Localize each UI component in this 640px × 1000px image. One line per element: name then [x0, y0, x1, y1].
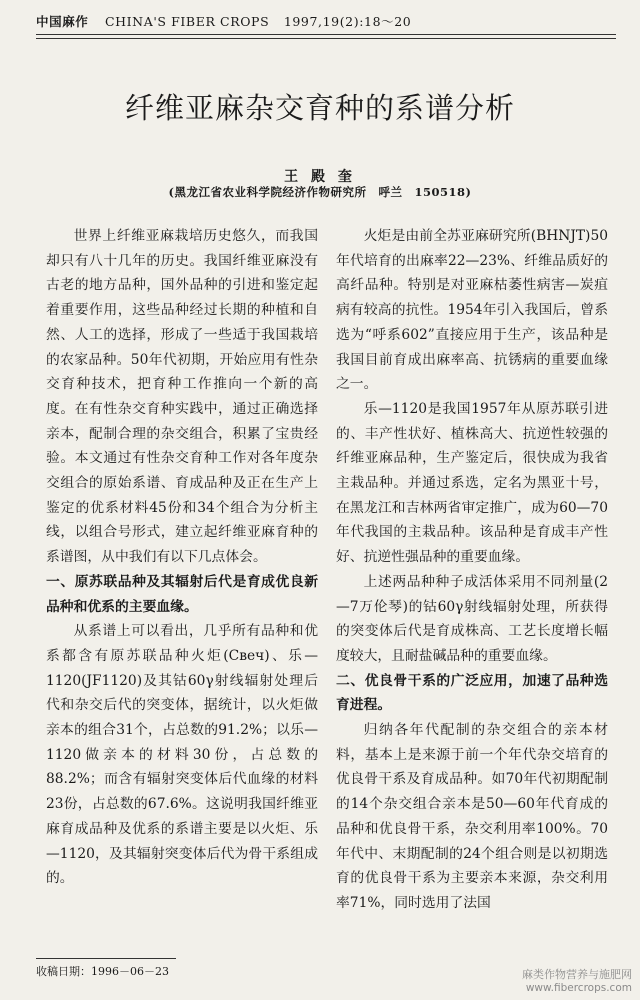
right-column — [336, 224, 608, 916]
left-column — [46, 224, 318, 891]
header-rule — [36, 34, 616, 35]
author-name: 王 殿 奎 — [284, 169, 356, 185]
watermark-site-url: www.fibercrops.com — [525, 982, 632, 994]
received-date: 收稿日期：1996－06－23 — [36, 965, 169, 978]
watermark-site-name: 麻类作物营养与施肥网 — [522, 968, 632, 981]
article-title: 纤维亚麻杂交育种的系谱分析 — [124, 91, 515, 125]
section-heading: 二、优良骨干系的广泛应用，加速了品种选育进程。 — [336, 672, 608, 714]
journal-name-en: CHINA'S FIBER CROPS — [104, 14, 270, 29]
paragraph: 世界上纤维亚麻栽培历史悠久，而我国却只有八十几年的历史。我国纤维亚麻没有古老的地方品种，国外品种的引进和鉴定起着重要作用，这些品种经过长期的种植和自然、人工的选择，形成了一些适于我国栽培的农家品种。50年代初期，开始应用有性杂交育种技术，把育种工作推向一个新的高度。在有性杂交育种实践中，通过正确选择亲本，配制合理的杂交组合，积累了宝贵经验。本文通过有性杂交育种工作对各年度杂交组合的原始系谱、育成品种及正在生产上鉴定的优系材料45份和34个组合为分析主线，以组合号形式，建立起纤维亚麻育种的系谱图，从中我们有以下几点体会。 — [46, 228, 318, 566]
journal-citation: 1997,19(2):18～20 — [283, 14, 412, 29]
paragraph: 上述两品种种子成活体采用不同剂量(2—7万伦琴)的钴60γ射线辐射处理，所获得的突变体后代是育成株高、工艺长度增长幅度较大，且耐盐碱品种的重要血缘。 — [336, 573, 608, 664]
paragraph: 乐—1120是我国1957年从原苏联引进的、丰产性状好、植株高大、抗逆性较强的纤维亚麻品种，生产鉴定后，很快成为我省主栽品种。并通过系选，定名为黑亚十号，在黑龙江和吉林两省审定推广，成为60—70年代我国的主栽品种。该品种是育成丰产性好、抗逆性强品种的重要血缘。 — [336, 400, 608, 566]
journal-name-cn: 中国麻作 — [36, 14, 89, 29]
header-rule-thin — [36, 38, 616, 39]
paragraph: 从系谱上可以看出，几乎所有品种和优系都含有原苏联品种火炬(Свеч)、乐—1120(JF1120)及其钴60γ射线辐射处理后代和杂交后代的突变体，据统计，以火炬做亲本的组合31个，占总数的91.2%；以乐—1120做亲本的材料30份，占总数的88.2%；而含有辐射突变体后代血缘的材料23份，占总数的67.6%。这说明我国纤维亚麻育成品种及优系的系谱主要是以火炬、乐—1120，及其辐射突变体后代为骨干系组成的。 — [46, 623, 318, 887]
footnote-rule — [36, 958, 176, 959]
section-heading: 一、原苏联品种及其辐射后代是育成优良新品种和优系的主要血缘。 — [46, 573, 318, 615]
author-affiliation: (黑龙江省农业科学院经济作物研究所 呼兰 150518) — [168, 185, 472, 199]
paragraph: 归纳各年代配制的杂交组合的亲本材料，基本上是来源于前一个年代杂交培育的优良骨干系及育成品种。如70年代初期配制的14个杂交组合亲本是50—60年代育成的品种和优良骨干系，杂交利用率100%。70年代中、末期配制的24个组合则是以初期选育的优良骨干系为主要亲本来源，杂交利用率71%，同时选用了法国 — [336, 722, 608, 911]
journal-header — [36, 12, 616, 34]
paragraph: 火炬是由前全苏亚麻研究所(BHNJT)50年代培育的出麻率22—23%、纤维品质好的高纤品种。特别是对亚麻枯萎性病害—炭疽病有较高的抗性。1954年引入我国后，曾系选为“呼系602”直接应用于生产，该品种是我国目前育成出麻率高、抗锈病的重要血缘之一。 — [336, 228, 608, 393]
